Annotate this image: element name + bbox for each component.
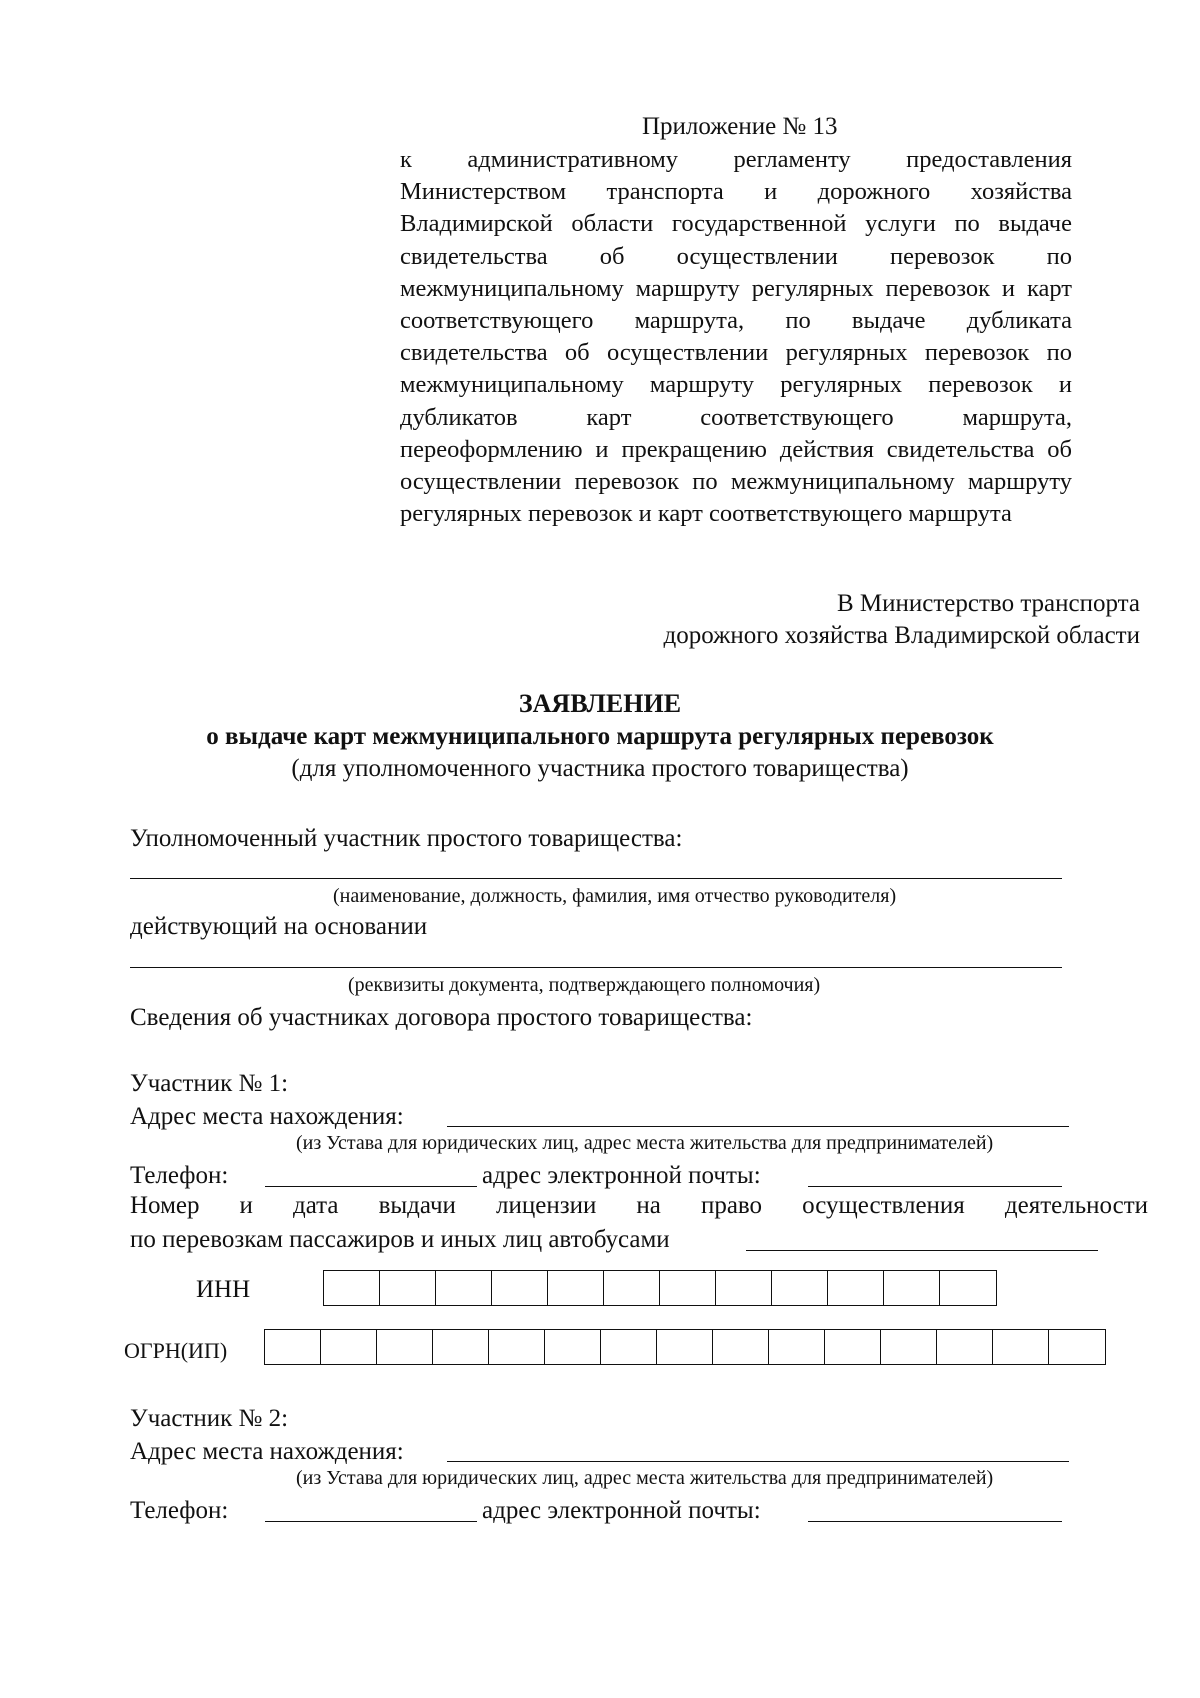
participant-1-inn-boxes[interactable] bbox=[323, 1270, 997, 1306]
participant-1-phone-field[interactable] bbox=[265, 1186, 477, 1187]
authorized-hint: (наименование, должность, фамилия, имя отчество руководителя) bbox=[333, 885, 897, 907]
document-note: (для уполномоченного участника простого товарищества) bbox=[291, 755, 909, 782]
participant-1-address-hint: (из Устава для юридических лиц, адрес места жительства для предпринимателей) bbox=[296, 1132, 994, 1154]
inn-cell[interactable] bbox=[940, 1271, 996, 1305]
addressee-block bbox=[664, 588, 1141, 652]
authorized-field-line[interactable] bbox=[130, 878, 1062, 879]
ogrn-cell[interactable] bbox=[377, 1330, 433, 1364]
participant-1-inn-label: ИНН bbox=[196, 1276, 251, 1303]
participant-1-address-field[interactable] bbox=[447, 1126, 1069, 1127]
ogrn-cell[interactable] bbox=[769, 1330, 825, 1364]
document-subtitle: о выдаче карт межмуниципального маршрута регулярных перевозок bbox=[206, 723, 994, 750]
inn-cell[interactable] bbox=[548, 1271, 604, 1305]
ogrn-cell[interactable] bbox=[881, 1330, 937, 1364]
participant-1-email-field[interactable] bbox=[808, 1186, 1062, 1187]
participant-2-email-field[interactable] bbox=[808, 1521, 1062, 1522]
participant-1-ogrn-boxes[interactable] bbox=[264, 1329, 1106, 1365]
participant-2-address-hint: (из Устава для юридических лиц, адрес места жительства для предпринимателей) bbox=[296, 1467, 994, 1489]
ogrn-cell[interactable] bbox=[825, 1330, 881, 1364]
participant-1-license-line-2: по перевозкам пассажиров и иных лиц автобусами bbox=[130, 1226, 670, 1253]
inn-cell[interactable] bbox=[492, 1271, 548, 1305]
inn-cell[interactable] bbox=[380, 1271, 436, 1305]
ogrn-cell[interactable] bbox=[937, 1330, 993, 1364]
document-title: ЗАЯВЛЕНИЕ bbox=[518, 689, 682, 718]
participant-1-email-label: адрес электронной почты: bbox=[482, 1162, 761, 1189]
participant-2-address-field[interactable] bbox=[447, 1461, 1069, 1462]
ogrn-cell[interactable] bbox=[993, 1330, 1049, 1364]
inn-cell[interactable] bbox=[660, 1271, 716, 1305]
inn-cell[interactable] bbox=[604, 1271, 660, 1305]
participant-2-phone-label: Телефон: bbox=[130, 1497, 229, 1524]
ogrn-cell[interactable] bbox=[601, 1330, 657, 1364]
ogrn-cell[interactable] bbox=[433, 1330, 489, 1364]
inn-cell[interactable] bbox=[436, 1271, 492, 1305]
ogrn-cell[interactable] bbox=[265, 1330, 321, 1364]
basis-field-line[interactable] bbox=[130, 967, 1062, 968]
participant-1-license-line-1: Номер и дата выдачи лицензии на право осуществления деятельности bbox=[130, 1192, 1148, 1219]
participant-2-header: Участник № 2: bbox=[130, 1405, 289, 1432]
ogrn-cell[interactable] bbox=[657, 1330, 713, 1364]
participant-2-email-label: адрес электронной почты: bbox=[482, 1497, 761, 1524]
participants-header: Сведения об участниках договора простого товарищества: bbox=[130, 1004, 753, 1031]
participant-1-header: Участник № 1: bbox=[130, 1070, 289, 1097]
ogrn-cell[interactable] bbox=[713, 1330, 769, 1364]
ogrn-cell[interactable] bbox=[545, 1330, 601, 1364]
inn-cell[interactable] bbox=[828, 1271, 884, 1305]
ogrn-cell[interactable] bbox=[321, 1330, 377, 1364]
participant-2-phone-field[interactable] bbox=[265, 1521, 477, 1522]
authorized-label: Уполномоченный участник простого товарищества: bbox=[130, 825, 683, 852]
inn-cell[interactable] bbox=[324, 1271, 380, 1305]
ogrn-cell[interactable] bbox=[489, 1330, 545, 1364]
basis-label: действующий на основании bbox=[130, 913, 428, 940]
participant-1-address-label: Адрес места нахождения: bbox=[130, 1103, 404, 1130]
ogrn-cell[interactable] bbox=[1049, 1330, 1105, 1364]
inn-cell[interactable] bbox=[716, 1271, 772, 1305]
addressee-line-1: В Министерство транспорта bbox=[837, 590, 1140, 617]
inn-cell[interactable] bbox=[884, 1271, 940, 1305]
inn-cell[interactable] bbox=[772, 1271, 828, 1305]
participant-1-license-field[interactable] bbox=[746, 1250, 1098, 1251]
basis-hint: (реквизиты документа, подтверждающего полномочия) bbox=[348, 974, 821, 996]
participant-1-ogrn-label: ОГРН(ИП) bbox=[124, 1338, 228, 1363]
participant-1-phone-label: Телефон: bbox=[130, 1162, 229, 1189]
addressee-line-2: дорожного хозяйства Владимирской области bbox=[663, 622, 1140, 649]
appendix-title: Приложение № 13 bbox=[642, 113, 838, 140]
participant-2-address-label: Адрес места нахождения: bbox=[130, 1438, 404, 1465]
appendix-body: к административному регламенту предоставления Министерством транспорта и дорожного хозяйства Владимирской области государственной услуги по выдаче свидетельства об осуществлении перевозок по межмуниципальному маршруту регулярных перевозок и карт соответствующего маршрута, по выдаче дубликата свидетельства об осуществлении регулярных перевозок по межмуниципальному маршруту регулярных перевозок и дубликатов карт соответствующего маршрута, переоформлению и прекращению действия свидетельства об осуществлении перевозок по межмуниципальному маршруту регулярных перевозок и карт соответствующего маршрута bbox=[400, 146, 1072, 528]
